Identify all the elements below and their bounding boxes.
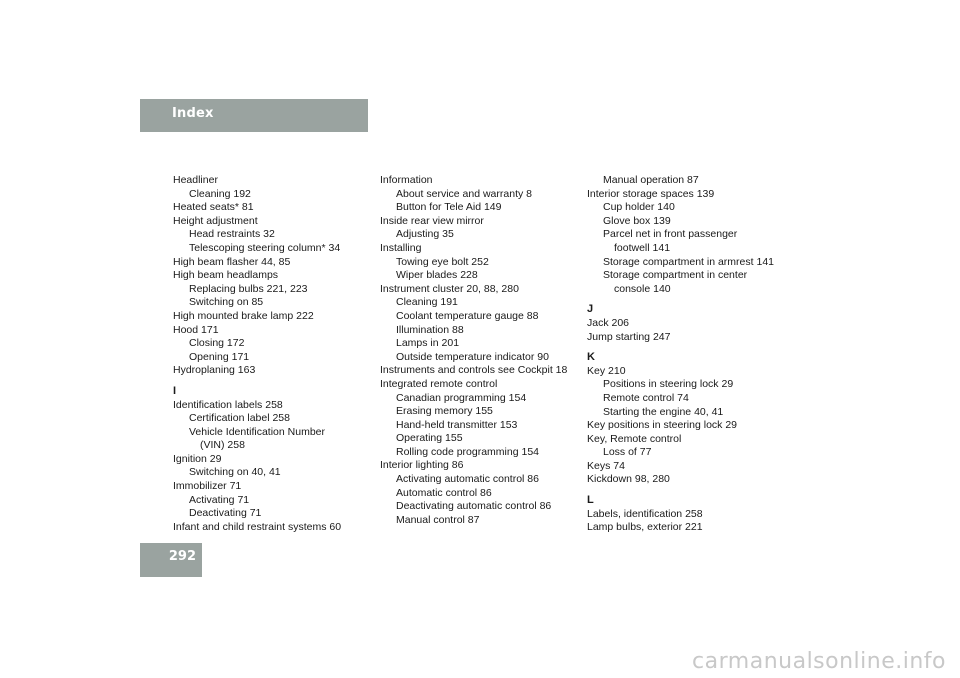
index-column-2: [380, 174, 590, 527]
index-entry: Integrated remote control: [380, 377, 498, 390]
index-subentry: Storage compartment in armrest 141: [603, 255, 774, 268]
index-subentry: Deactivating 71: [189, 507, 262, 520]
index-subentry: Loss of 77: [603, 446, 652, 459]
index-subentry: Closing 172: [189, 337, 245, 350]
index-entry: Heated seats* 81: [173, 201, 254, 214]
index-column-1: [173, 174, 383, 534]
index-subentry: Outside temperature indicator 90: [396, 350, 549, 363]
index-subentry: Canadian programming 154: [396, 391, 527, 404]
index-subentry: Adjusting 35: [396, 228, 454, 241]
index-subentry: Cup holder 140: [603, 201, 675, 214]
index-subentry: Remote control 74: [603, 391, 689, 404]
index-entry: Installing: [380, 241, 422, 254]
index-entry: Headliner: [173, 174, 218, 186]
page-number-box: [140, 543, 202, 577]
index-entry: High mounted brake lamp 222: [173, 309, 314, 322]
index-subentry: Coolant temperature gauge 88: [396, 309, 539, 322]
index-subentry: Switching on 40, 41: [189, 466, 281, 479]
index-entry: Keys 74: [587, 459, 625, 472]
index-subentry: Replacing bulbs 221, 223: [189, 282, 308, 295]
index-entry: Immobilizer 71: [173, 480, 242, 493]
section-title: Index: [172, 106, 214, 121]
index-subentry: Manual operation 87: [603, 174, 699, 186]
index-subentry: (VIN) 258: [200, 439, 245, 452]
index-subentry: Illumination 88: [396, 323, 464, 336]
index-subentry: Head restraints 32: [189, 228, 275, 241]
index-header-band: [140, 99, 368, 132]
index-letter-heading: L: [587, 494, 594, 507]
index-entry: Information: [380, 174, 433, 186]
index-subentry: footwell 141: [614, 241, 671, 254]
index-subentry: Switching on 85: [189, 296, 264, 309]
index-entry: Hydroplaning 163: [173, 364, 256, 377]
index-subentry: console 140: [614, 282, 671, 295]
index-entry: Key 210: [587, 364, 626, 377]
index-subentry: Erasing memory 155: [396, 405, 493, 418]
index-subentry: Parcel net in front passenger: [603, 228, 738, 241]
index-subentry: Hand-held transmitter 153: [396, 418, 518, 431]
index-column-3: [587, 174, 797, 535]
index-subentry: Lamps in 201: [396, 337, 460, 350]
index-entry: Inside rear view mirror: [380, 214, 484, 227]
index-entry: Interior storage spaces 139: [587, 187, 715, 200]
watermark: carmanualsonline.info: [692, 649, 946, 674]
index-subentry: Cleaning 191: [396, 296, 458, 309]
index-subentry: Rolling code programming 154: [396, 445, 539, 458]
index-entry: Identification labels 258: [173, 398, 283, 411]
index-entry: High beam headlamps: [173, 269, 279, 282]
index-subentry: Certification label 258: [189, 412, 290, 425]
index-subentry: Storage compartment in center: [603, 269, 748, 282]
index-letter-heading: J: [587, 303, 594, 316]
index-entry: Kickdown 98, 280: [587, 473, 670, 486]
index-subentry: Positions in steering lock 29: [603, 378, 734, 391]
index-entry: Key positions in steering lock 29: [587, 419, 737, 432]
index-entry: Infant and child restraint systems 60: [173, 520, 342, 533]
index-entry: Key, Remote control: [587, 432, 682, 445]
index-subentry: Starting the engine 40, 41: [603, 405, 724, 418]
page-number: 292: [168, 549, 196, 564]
index-subentry: Wiper blades 228: [396, 269, 478, 282]
index-entry: Hood 171: [173, 323, 219, 336]
index-subentry: Towing eye bolt 252: [396, 255, 489, 268]
index-entry: Ignition 29: [173, 452, 222, 465]
index-entry: Instrument cluster 20, 88, 280: [380, 282, 519, 295]
index-letter-heading: K: [587, 351, 595, 364]
index-entry: Jack 206: [587, 316, 630, 329]
index-entry: High beam flasher 44, 85: [173, 255, 291, 268]
index-letter-heading: I: [173, 384, 177, 397]
index-subentry: About service and warranty 8: [396, 187, 532, 200]
index-subentry: Deactivating automatic control 86: [396, 500, 552, 513]
index-subentry: Activating automatic control 86: [396, 473, 539, 486]
index-entry: Height adjustment: [173, 214, 258, 227]
index-subentry: Cleaning 192: [189, 187, 251, 200]
index-subentry: Opening 171: [189, 350, 250, 363]
index-subentry: Activating 71: [189, 493, 250, 506]
index-subentry: Button for Tele Aid 149: [396, 201, 502, 214]
index-entry: Jump starting 247: [587, 330, 671, 343]
index-subentry: Automatic control 86: [396, 486, 492, 499]
index-subentry: Vehicle Identification Number: [189, 425, 325, 438]
index-entry: Labels, identification 258: [587, 507, 703, 520]
index-subentry: Operating 155: [396, 432, 463, 445]
index-subentry: Glove box 139: [603, 214, 671, 227]
index-subentry: Manual control 87: [396, 513, 480, 526]
index-entry: Interior lighting 86: [380, 459, 464, 472]
index-entry: Instruments and controls see Cockpit 18: [380, 364, 568, 377]
index-subentry: Telescoping steering column* 34: [189, 241, 341, 254]
index-entry: Lamp bulbs, exterior 221: [587, 521, 703, 534]
